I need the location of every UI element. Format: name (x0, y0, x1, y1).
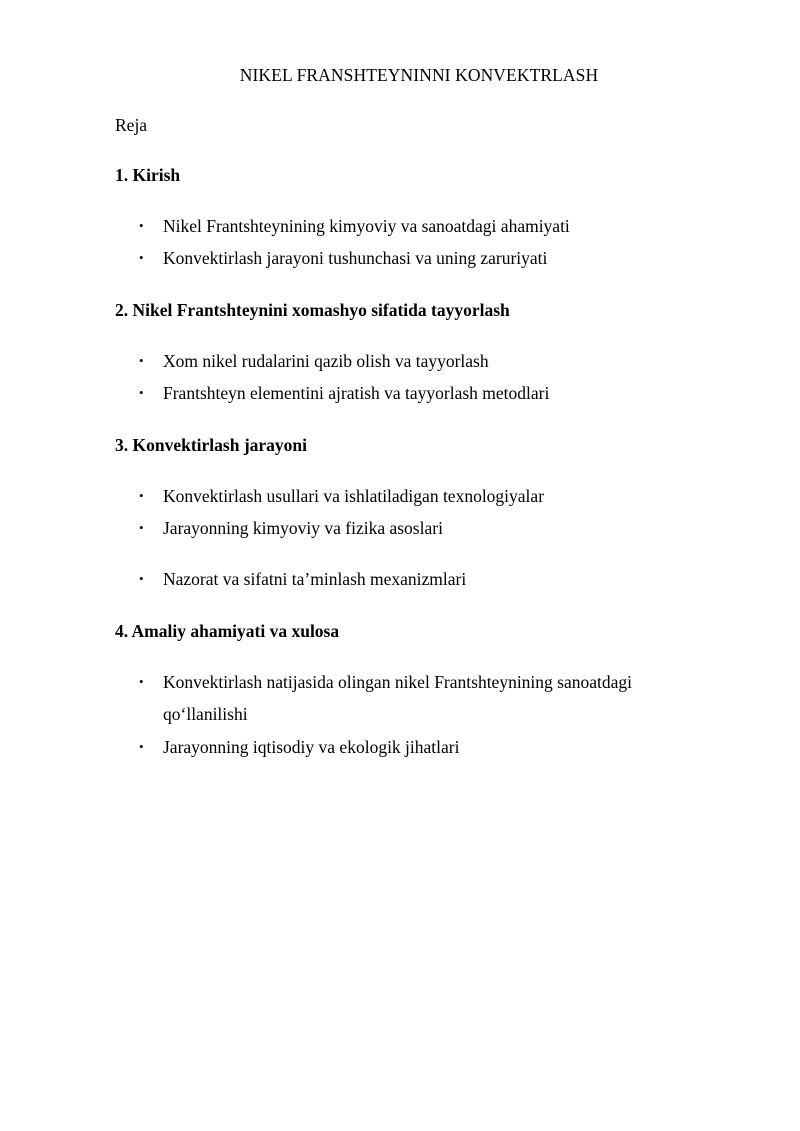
list-item-text: Jarayonning kimyoviy va fizika asoslari (163, 518, 443, 538)
list-item (139, 377, 699, 409)
bullet-icon: • (139, 218, 144, 233)
list-item-text: Jarayonning iqtisodiy va ekologik jihatlari (163, 737, 460, 757)
list-item (139, 480, 699, 512)
list-item-text: Konvektirlash jarayoni tushunchasi va uning zaruriyati (163, 248, 548, 268)
list-item (139, 666, 679, 730)
section-heading-1: 1. Kirish (115, 165, 181, 185)
list-item-text: Konvektirlash usullari va ishlatiladigan texnologiyalar (163, 486, 545, 506)
list-item-text: Konvektirlash natijasida olingan nikel Frantshteynining sanoatdagi qo‘llanilishi (163, 672, 633, 724)
bullet-icon: • (139, 353, 144, 368)
section-heading-4: 4. Amaliy ahamiyati va xulosa (115, 621, 340, 641)
list-item-text: Nazorat va sifatni ta’minlash mexanizmlari (163, 569, 467, 589)
section-heading-3: 3. Konvektirlash jarayoni (115, 435, 308, 455)
bullet-icon: • (139, 674, 144, 689)
bullet-icon: • (139, 385, 144, 400)
list-item (139, 242, 699, 274)
bullet-icon: • (139, 250, 144, 265)
bullet-icon: • (139, 571, 144, 586)
bullet-icon: • (139, 520, 144, 535)
list-item-text: Nikel Frantshteynining kimyoviy va sanoatdagi ahamiyati (163, 216, 570, 236)
plan-label: Reja (115, 115, 148, 135)
list-item (139, 731, 699, 763)
list-item (139, 210, 699, 242)
list-item-text: Frantshteyn elementini ajratish va tayyorlash metodlari (163, 383, 550, 403)
list-item-text: Xom nikel rudalarini qazib olish va tayyorlash (163, 351, 489, 371)
list-item (139, 563, 699, 595)
list-item (139, 512, 699, 544)
list-item (139, 345, 699, 377)
document-title: NIKEL FRANSHTEYNINNI KONVEKTRLASH (239, 65, 599, 85)
bullet-icon: • (139, 488, 144, 503)
bullet-icon: • (139, 739, 144, 754)
section-heading-2: 2. Nikel Frantshteynini xomashyo sifatida tayyorlash (115, 300, 510, 320)
